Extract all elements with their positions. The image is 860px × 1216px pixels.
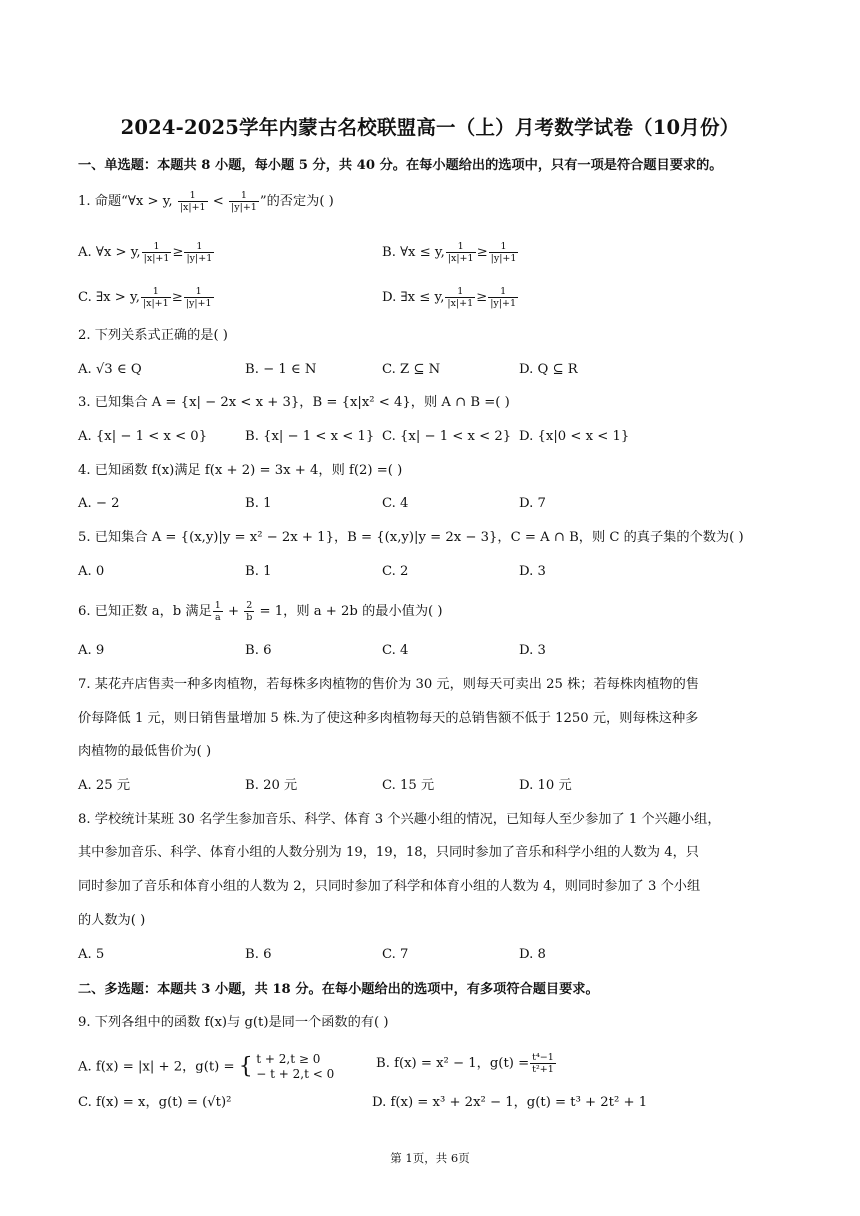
question-4-option-c: C. 4	[382, 496, 409, 511]
question-9-option-a: A. f(x) = |x| + 2，g(t) = { t + 2,t ≥ 0 − t + 2,t < 0	[78, 1052, 335, 1081]
question-1-option-a: A. ∀x > y, $\frac{1}{|x|+1}$ ≥ $\frac{1}{|y|+1}$	[78, 241, 213, 264]
question-1-stem: 1. 命题“∀x > y, $\frac{1}{|x|+1}$ < $\frac{1}{|y|+1}$ ”的否定为( )	[78, 190, 334, 213]
page-title: 2024-2025学年内蒙古名校联盟高一（上）月考数学试卷（10月份）	[120, 116, 740, 139]
question-8-stem-line-1: 8. 学校统计某班 30 名学生参加音乐、科学、体育 3 个兴趣小组的情况，已知每人至少参加了 1 个兴趣小组，	[78, 812, 721, 827]
question-6-option-c: C. 4	[382, 643, 409, 658]
question-6-option-d: D. 3	[519, 643, 546, 658]
question-1-option-d: D. ∃x ≤ y, $\frac{1}{|x|+1}$ ≥ $\frac{1}{|y|+1}$	[382, 286, 517, 309]
question-4-option-a: A. − 2	[78, 496, 120, 511]
question-7-stem-line-3: 肉植物的最低售价为( )	[78, 744, 212, 759]
question-5-option-a: A. 0	[78, 564, 105, 579]
question-8-option-a: A. 5	[78, 947, 105, 962]
question-8-stem-line-3: 同时参加了音乐和体育小组的人数为 2，只同时参加了科学和体育小组的人数为 4，则同时参加了 3 个小组	[78, 879, 701, 894]
question-4-option-d: D. 7	[519, 496, 546, 511]
question-2-stem: 2. 下列关系式正确的是( )	[78, 328, 228, 343]
question-8-option-c: C. 7	[382, 947, 409, 962]
question-1-option-c: C. ∃x > y, $\frac{1}{|x|+1}$ ≥ $\frac{1}{|y|+1}$	[78, 286, 212, 309]
question-5-stem: 5. 已知集合 A = {(x,y)|y = x² − 2x + 1}，B = {(x,y)|y = 2x − 3}，C = A ∩ B，则 C 的真子集的个数为( )	[78, 530, 744, 545]
question-7-option-a: A. 25 元	[78, 778, 131, 793]
question-4-stem: 4. 已知函数 f(x)满足 f(x + 2) = 3x + 4，则 f(2) =( )	[78, 463, 403, 478]
question-8-stem-line-2: 其中参加音乐、科学、体育小组的人数分别为 19，19，18，只同时参加了音乐和科学小组的人数为 4，只	[78, 845, 699, 860]
question-9-option-b: B. f(x) = x² − 1，g(t) = $\frac{\text{t⁴−1}}{\text{t²+1}}$	[376, 1052, 554, 1075]
question-5-option-c: C. 2	[382, 564, 409, 579]
question-5-option-d: D. 3	[519, 564, 546, 579]
question-8-option-d: D. 8	[519, 947, 546, 962]
section-multi-choice-heading: 二、多选题：本题共 3 小题，共 18 分。在每小题给出的选项中，有多项符合题目要求。	[78, 982, 599, 997]
question-3-option-a: A. {x| − 1 < x < 0}	[78, 429, 208, 444]
question-2-option-c: C. Z ⊆ N	[382, 362, 441, 377]
question-6-stem: 6. 已知正数 a，b 满足 $\frac{1}{a}$ + $\frac{2}{b}$ = 1，则 a + 2b 的最小值为( )	[78, 600, 443, 623]
question-3-option-c: C. {x| − 1 < x < 2}	[382, 429, 512, 444]
question-3-option-b: B. {x| − 1 < x < 1}	[245, 429, 375, 444]
page-footer: 第 1页，共 6页	[390, 1151, 470, 1165]
question-3-option-d: D. {x|0 < x < 1}	[519, 429, 630, 444]
question-2-option-b: B. − 1 ∈ N	[245, 362, 317, 377]
question-7-stem-line-2: 价每降低 1 元，则日销售量增加 5 株.为了使这种多肉植物每天的总销售额不低于 1250 元，则每株这种多	[78, 711, 699, 726]
piecewise-function: { t + 2,t ≥ 0 − t + 2,t < 0	[238, 1052, 335, 1081]
question-9-option-d: D. f(x) = x³ + 2x² − 1，g(t) = t³ + 2t² + 1	[372, 1095, 648, 1110]
question-8-option-b: B. 6	[245, 947, 272, 962]
question-2-option-d: D. Q ⊆ R	[519, 362, 578, 377]
question-7-option-d: D. 10 元	[519, 778, 572, 793]
question-5-option-b: B. 1	[245, 564, 272, 579]
question-7-option-c: C. 15 元	[382, 778, 435, 793]
question-1-option-b: B. ∀x ≤ y, $\frac{1}{|x|+1}$ ≥ $\frac{1}{|y|+1}$	[382, 241, 517, 264]
question-7-stem-line-1: 7. 某花卉店售卖一种多肉植物，若每株多肉植物的售价为 30 元，则每天可卖出 25 株；若每株肉植物的售	[78, 677, 699, 692]
question-6-option-a: A. 9	[78, 643, 105, 658]
question-6-option-b: B. 6	[245, 643, 272, 658]
fraction: $\frac{1}{|y|+1}$	[231, 190, 257, 213]
question-9-option-c: C. f(x) = x，g(t) = (√t)²	[78, 1095, 232, 1110]
question-8-stem-line-4: 的人数为( )	[78, 913, 146, 928]
question-2-option-a: A. √3 ∈ Q	[78, 362, 142, 377]
question-9-stem: 9. 下列各组中的函数 f(x)与 g(t)是同一个函数的有( )	[78, 1015, 389, 1030]
section-single-choice-heading: 一、单选题：本题共 8 小题，每小题 5 分，共 40 分。在每小题给出的选项中，只有一项是符合题目要求的。	[78, 158, 723, 173]
fraction: $\frac{1}{|x|+1}$	[179, 190, 206, 213]
question-7-option-b: B. 20 元	[245, 778, 298, 793]
question-4-option-b: B. 1	[245, 496, 272, 511]
question-3-stem: 3. 已知集合 A = {x| − 2x < x + 3}，B = {x|x² < 4}，则 A ∩ B =( )	[78, 395, 510, 410]
